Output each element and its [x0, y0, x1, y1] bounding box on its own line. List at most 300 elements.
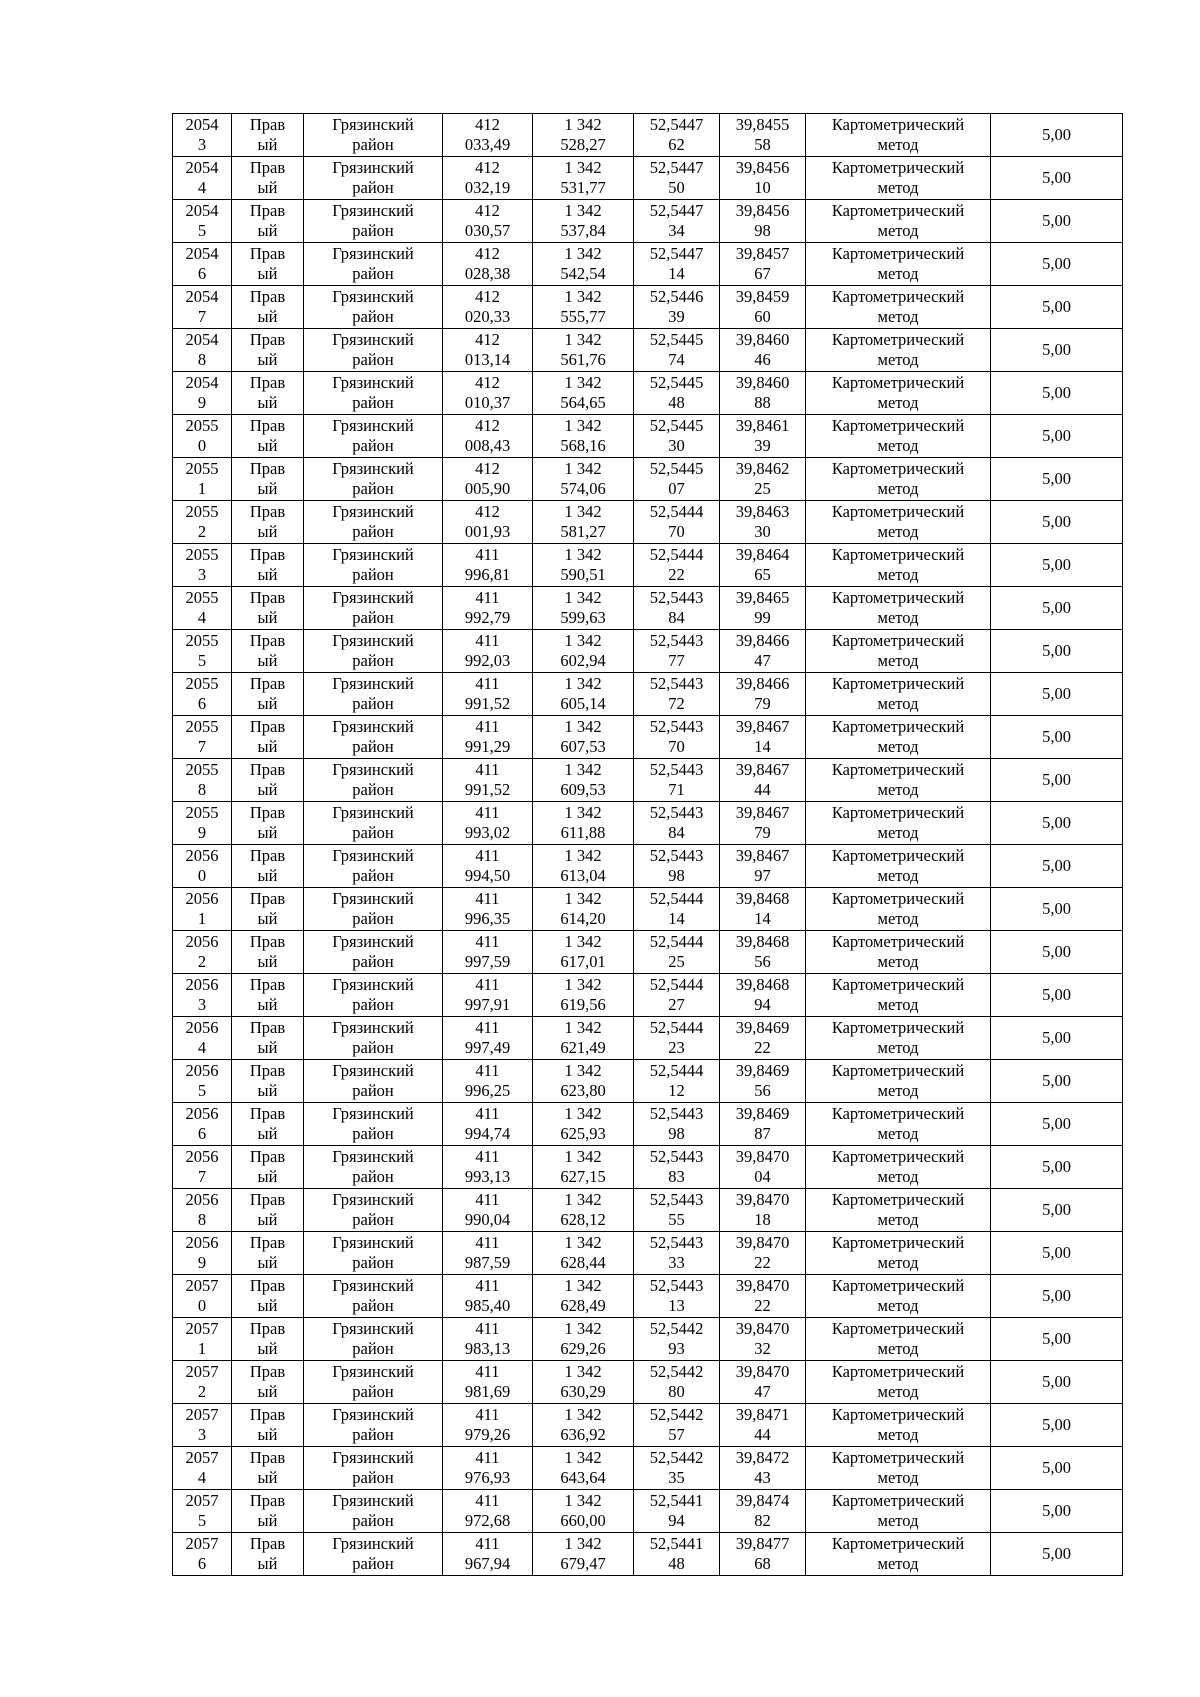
point-number-cell: [173, 931, 232, 974]
latitude-cell-line: 07: [668, 479, 685, 498]
district-cell-line: Грязинский: [332, 287, 414, 306]
table-row: [173, 716, 1123, 759]
longitude-cell: [720, 802, 806, 845]
bank-side-cell: [232, 716, 304, 759]
coord-y-cell-line: 1 342: [564, 1319, 602, 1338]
bank-side-cell-line: Прав: [249, 1319, 286, 1338]
bank-side-cell: [232, 1017, 304, 1060]
coord-y-cell: [533, 1361, 634, 1404]
latitude-cell: [634, 157, 720, 200]
bank-side-cell-line: Прав: [249, 889, 286, 908]
method-cell-line: Картометрический: [831, 1190, 965, 1209]
table-row: [173, 759, 1123, 802]
latitude-cell-line: 52,5442: [649, 1405, 704, 1424]
longitude-cell-line: 46: [754, 350, 771, 369]
bank-side-cell-line: ый: [257, 909, 278, 928]
coord-y-cell-line: 1 342: [564, 1061, 602, 1080]
coord-y-cell-line: 1 342: [564, 201, 602, 220]
coord-x-cell-line: 411: [475, 1534, 500, 1553]
coord-x-cell-line: 412: [475, 502, 500, 521]
longitude-cell-line: 39,8463: [735, 502, 790, 521]
longitude-cell-line: 22: [754, 1253, 771, 1272]
coord-y-cell: [533, 286, 634, 329]
point-number-cell-line: 6: [197, 694, 207, 713]
method-cell: [806, 1189, 991, 1232]
point-number-cell-line: 6: [197, 1124, 207, 1143]
point-number-cell-line: 3: [197, 135, 207, 154]
point-number-cell-line: 2054: [185, 330, 219, 349]
coord-x-cell-line: 020,33: [464, 307, 511, 326]
coord-x-cell-line: 010,37: [464, 393, 511, 412]
accuracy-cell: 5,00: [991, 1232, 1123, 1275]
longitude-cell-line: 39,8477: [735, 1534, 790, 1553]
district-cell-line: Грязинский: [332, 932, 414, 951]
coord-y-cell-line: 628,49: [560, 1296, 606, 1315]
method-cell: [806, 1017, 991, 1060]
latitude-cell-line: 52,5443: [649, 717, 704, 736]
district-cell-line: район: [352, 823, 394, 842]
coord-x-cell: [443, 1189, 533, 1232]
bank-side-cell: [232, 1146, 304, 1189]
accuracy-cell: 5,00: [991, 716, 1123, 759]
bank-side-cell-line: ый: [257, 522, 278, 541]
method-cell-line: Картометрический: [831, 330, 965, 349]
point-number-cell: [173, 802, 232, 845]
table-row: [173, 114, 1123, 157]
latitude-cell-line: 52,5443: [649, 1190, 704, 1209]
bank-side-cell-line: Прав: [249, 1362, 286, 1381]
latitude-cell: [634, 1275, 720, 1318]
method-cell: [806, 1060, 991, 1103]
coord-y-cell: [533, 673, 634, 716]
district-cell-line: Грязинский: [332, 459, 414, 478]
coord-x-cell-line: 412: [475, 330, 500, 349]
coord-y-cell-line: 1 342: [564, 287, 602, 306]
method-cell-line: метод: [877, 737, 919, 756]
latitude-cell: [634, 587, 720, 630]
coord-y-cell-line: 590,51: [560, 565, 606, 584]
coord-y-cell-line: 1 342: [564, 1534, 602, 1553]
latitude-cell: [634, 931, 720, 974]
longitude-cell-line: 56: [754, 1081, 771, 1100]
bank-side-cell: [232, 458, 304, 501]
point-number-cell: [173, 673, 232, 716]
bank-side-cell: [232, 372, 304, 415]
point-number-cell: [173, 1146, 232, 1189]
district-cell-line: район: [352, 1425, 394, 1444]
bank-side-cell: [232, 587, 304, 630]
latitude-cell-line: 52,5447: [649, 115, 704, 134]
longitude-cell-line: 39,8468: [735, 932, 790, 951]
table-row: [173, 372, 1123, 415]
method-cell: [806, 974, 991, 1017]
district-cell-line: Грязинский: [332, 1061, 414, 1080]
latitude-cell-line: 55: [668, 1210, 685, 1229]
point-number-cell-line: 1: [197, 909, 207, 928]
method-cell-line: метод: [877, 866, 919, 885]
accuracy-cell: 5,00: [991, 544, 1123, 587]
point-number-cell: [173, 1232, 232, 1275]
method-cell-line: Картометрический: [831, 373, 965, 392]
bank-side-cell-line: Прав: [249, 373, 286, 392]
point-number-cell: [173, 888, 232, 931]
method-cell: [806, 1318, 991, 1361]
coord-x-cell-line: 411: [475, 932, 500, 951]
coord-x-cell: [443, 974, 533, 1017]
bank-side-cell: [232, 673, 304, 716]
coord-x-cell-line: 411: [475, 1018, 500, 1037]
longitude-cell-line: 44: [754, 1425, 771, 1444]
accuracy-cell: 5,00: [991, 1447, 1123, 1490]
coord-x-cell-line: 411: [475, 1190, 500, 1209]
bank-side-cell-line: Прав: [249, 1491, 286, 1510]
accuracy-cell: 5,00: [991, 1490, 1123, 1533]
latitude-cell-line: 25: [668, 952, 685, 971]
coord-x-cell-line: 992,03: [464, 651, 511, 670]
district-cell-line: Грязинский: [332, 1362, 414, 1381]
coord-y-cell-line: 629,26: [560, 1339, 606, 1358]
coord-x-cell-line: 411: [475, 1233, 500, 1252]
point-number-cell: [173, 157, 232, 200]
coord-x-cell-line: 994,50: [464, 866, 511, 885]
coord-y-cell-line: 531,77: [560, 178, 606, 197]
district-cell-line: район: [352, 1382, 394, 1401]
coord-y-cell: [533, 845, 634, 888]
point-number-cell-line: 8: [197, 1210, 207, 1229]
coord-y-cell-line: 564,65: [560, 393, 606, 412]
coord-x-cell-line: 411: [475, 1491, 500, 1510]
point-number-cell: [173, 759, 232, 802]
method-cell-line: Картометрический: [831, 1147, 965, 1166]
coord-x-cell-line: 412: [475, 459, 500, 478]
coord-y-cell: [533, 243, 634, 286]
district-cell: [304, 1103, 443, 1146]
coord-x-cell-line: 411: [475, 1405, 500, 1424]
coord-x-cell: [443, 759, 533, 802]
coord-y-cell-line: 609,53: [560, 780, 606, 799]
district-cell: [304, 1447, 443, 1490]
latitude-cell: [634, 1361, 720, 1404]
district-cell-line: Грязинский: [332, 1534, 414, 1553]
longitude-cell-line: 39,8459: [735, 287, 790, 306]
point-number-cell: [173, 415, 232, 458]
table-row: [173, 587, 1123, 630]
latitude-cell: [634, 286, 720, 329]
district-cell-line: Грязинский: [332, 803, 414, 822]
point-number-cell-line: 2055: [185, 717, 219, 736]
table-row: [173, 458, 1123, 501]
latitude-cell-line: 74: [668, 350, 685, 369]
latitude-cell: [634, 1017, 720, 1060]
bank-side-cell-line: ый: [257, 565, 278, 584]
point-number-cell: [173, 200, 232, 243]
latitude-cell-line: 52,5444: [649, 889, 704, 908]
coord-y-cell-line: 611,88: [560, 823, 606, 842]
district-cell-line: район: [352, 522, 394, 541]
latitude-cell: [634, 1146, 720, 1189]
bank-side-cell-line: Прав: [249, 244, 286, 263]
district-cell-line: Грязинский: [332, 1018, 414, 1037]
longitude-cell: [720, 630, 806, 673]
longitude-cell-line: 39,8468: [735, 889, 790, 908]
point-number-cell-line: 2057: [185, 1405, 219, 1424]
district-cell: [304, 200, 443, 243]
coord-x-cell: [443, 329, 533, 372]
bank-side-cell-line: Прав: [249, 760, 286, 779]
latitude-cell-line: 39: [668, 307, 685, 326]
bank-side-cell: [232, 329, 304, 372]
district-cell-line: район: [352, 1038, 394, 1057]
district-cell: [304, 501, 443, 544]
latitude-cell: [634, 372, 720, 415]
coord-x-cell-line: 967,94: [464, 1554, 511, 1573]
longitude-cell-line: 39,8470: [735, 1190, 790, 1209]
coord-x-cell-line: 032,19: [464, 178, 511, 197]
district-cell-line: район: [352, 651, 394, 670]
longitude-cell-line: 60: [754, 307, 771, 326]
longitude-cell-line: 39,8456: [735, 158, 790, 177]
point-number-cell-line: 3: [197, 1425, 207, 1444]
coord-y-cell-line: 1 342: [564, 975, 602, 994]
longitude-cell: [720, 1404, 806, 1447]
point-number-cell: [173, 1275, 232, 1318]
coord-y-cell-line: 607,53: [560, 737, 606, 756]
district-cell-line: Грязинский: [332, 1448, 414, 1467]
district-cell-line: Грязинский: [332, 674, 414, 693]
longitude-cell: [720, 1361, 806, 1404]
accuracy-cell: 5,00: [991, 1533, 1123, 1576]
bank-side-cell-line: ый: [257, 135, 278, 154]
coord-x-cell-line: 996,81: [464, 565, 511, 584]
bank-side-cell: [232, 114, 304, 157]
bank-side-cell-line: Прав: [249, 588, 286, 607]
accuracy-cell: 5,00: [991, 286, 1123, 329]
table-row: [173, 1103, 1123, 1146]
bank-side-cell-line: ый: [257, 1296, 278, 1315]
point-number-cell-line: 1: [197, 479, 207, 498]
bank-side-cell-line: ый: [257, 608, 278, 627]
bank-side-cell-line: ый: [257, 221, 278, 240]
point-number-cell: [173, 1361, 232, 1404]
district-cell-line: Грязинский: [332, 588, 414, 607]
longitude-cell-line: 88: [754, 393, 771, 412]
point-number-cell-line: 5: [197, 1081, 207, 1100]
accuracy-cell: 5,00: [991, 458, 1123, 501]
coord-y-cell-line: 1 342: [564, 1233, 602, 1252]
coord-x-cell-line: 411: [475, 631, 500, 650]
point-number-cell: [173, 458, 232, 501]
point-number-cell: [173, 372, 232, 415]
method-cell-line: метод: [877, 608, 919, 627]
point-number-cell: [173, 544, 232, 587]
coord-x-cell: [443, 888, 533, 931]
coord-x-cell: [443, 845, 533, 888]
method-cell: [806, 329, 991, 372]
bank-side-cell-line: ый: [257, 350, 278, 369]
coord-y-cell: [533, 1103, 634, 1146]
coord-x-cell-line: 411: [475, 674, 500, 693]
method-cell-line: метод: [877, 1210, 919, 1229]
coord-x-cell: [443, 372, 533, 415]
longitude-cell-line: 65: [754, 565, 771, 584]
bank-side-cell: [232, 1447, 304, 1490]
method-cell: [806, 1404, 991, 1447]
point-number-cell-line: 7: [197, 1167, 207, 1186]
method-cell: [806, 587, 991, 630]
latitude-cell-line: 35: [668, 1468, 685, 1487]
table-row: [173, 1533, 1123, 1576]
coord-y-cell-line: 1 342: [564, 502, 602, 521]
accuracy-cell: 5,00: [991, 1103, 1123, 1146]
bank-side-cell-line: ый: [257, 737, 278, 756]
district-cell-line: район: [352, 264, 394, 283]
table-row: [173, 544, 1123, 587]
point-number-cell-line: 2054: [185, 115, 219, 134]
point-number-cell-line: 4: [197, 1468, 207, 1487]
coord-x-cell-line: 028,38: [464, 264, 511, 283]
point-number-cell: [173, 1060, 232, 1103]
longitude-cell-line: 18: [754, 1210, 771, 1229]
district-cell: [304, 1361, 443, 1404]
bank-side-cell: [232, 888, 304, 931]
latitude-cell-line: 52,5446: [649, 287, 704, 306]
accuracy-cell: 5,00: [991, 243, 1123, 286]
latitude-cell-line: 52,5443: [649, 674, 704, 693]
longitude-cell-line: 87: [754, 1124, 771, 1143]
table-row: [173, 1490, 1123, 1533]
latitude-cell-line: 52,5441: [649, 1534, 704, 1553]
coord-x-cell: [443, 415, 533, 458]
method-cell-line: метод: [877, 952, 919, 971]
latitude-cell-line: 52,5443: [649, 1104, 704, 1123]
table-row: [173, 1447, 1123, 1490]
table-row: [173, 673, 1123, 716]
district-cell-line: Грязинский: [332, 373, 414, 392]
longitude-cell: [720, 673, 806, 716]
district-cell-line: район: [352, 1339, 394, 1358]
district-cell-line: район: [352, 1210, 394, 1229]
coord-y-cell: [533, 587, 634, 630]
point-number-cell-line: 2057: [185, 1276, 219, 1295]
method-cell-line: Картометрический: [831, 158, 965, 177]
latitude-cell-line: 52,5443: [649, 803, 704, 822]
method-cell: [806, 802, 991, 845]
bank-side-cell-line: Прав: [249, 545, 286, 564]
district-cell-line: район: [352, 1468, 394, 1487]
latitude-cell-line: 93: [668, 1339, 685, 1358]
coord-x-cell-line: 412: [475, 373, 500, 392]
longitude-cell-line: 47: [754, 651, 771, 670]
point-number-cell-line: 5: [197, 221, 207, 240]
longitude-cell: [720, 286, 806, 329]
district-cell: [304, 888, 443, 931]
coord-y-cell: [533, 716, 634, 759]
latitude-cell-line: 52,5447: [649, 244, 704, 263]
point-number-cell: [173, 1533, 232, 1576]
district-cell-line: Грязинский: [332, 1491, 414, 1510]
bank-side-cell-line: ый: [257, 1253, 278, 1272]
coord-y-cell-line: 1 342: [564, 760, 602, 779]
point-number-cell-line: 8: [197, 780, 207, 799]
coord-y-cell-line: 1 342: [564, 115, 602, 134]
district-cell-line: район: [352, 393, 394, 412]
district-cell-line: Грязинский: [332, 201, 414, 220]
table-row: [173, 974, 1123, 1017]
bank-side-cell-line: Прав: [249, 502, 286, 521]
bank-side-cell: [232, 974, 304, 1017]
coord-x-cell-line: 412: [475, 416, 500, 435]
longitude-cell: [720, 1447, 806, 1490]
longitude-cell-line: 25: [754, 479, 771, 498]
method-cell: [806, 114, 991, 157]
coord-x-cell-line: 411: [475, 889, 500, 908]
point-number-cell-line: 4: [197, 178, 207, 197]
table-row: [173, 1232, 1123, 1275]
table-row: [173, 1318, 1123, 1361]
method-cell: [806, 458, 991, 501]
coord-y-cell: [533, 888, 634, 931]
latitude-cell-line: 52,5445: [649, 459, 704, 478]
point-number-cell-line: 2056: [185, 889, 219, 908]
district-cell: [304, 630, 443, 673]
longitude-cell-line: 39,8460: [735, 373, 790, 392]
coord-y-cell-line: 1 342: [564, 588, 602, 607]
method-cell-line: метод: [877, 178, 919, 197]
point-number-cell-line: 0: [197, 436, 207, 455]
bank-side-cell-line: ый: [257, 694, 278, 713]
point-number-cell-line: 2: [197, 1382, 207, 1401]
district-cell-line: Грязинский: [332, 846, 414, 865]
coord-x-cell-line: 996,35: [464, 909, 511, 928]
longitude-cell-line: 39,8455: [735, 115, 790, 134]
coord-y-cell-line: 627,15: [560, 1167, 606, 1186]
longitude-cell: [720, 1060, 806, 1103]
method-cell-line: метод: [877, 651, 919, 670]
point-number-cell-line: 9: [197, 393, 207, 412]
coord-y-cell-line: 528,27: [560, 135, 606, 154]
point-number-cell-line: 2055: [185, 545, 219, 564]
table-row: [173, 802, 1123, 845]
bank-side-cell-line: Прав: [249, 932, 286, 951]
bank-side-cell-line: Прав: [249, 975, 286, 994]
longitude-cell-line: 39,8460: [735, 330, 790, 349]
bank-side-cell-line: ый: [257, 1382, 278, 1401]
district-cell-line: район: [352, 436, 394, 455]
coord-x-cell: [443, 1146, 533, 1189]
latitude-cell: [634, 1189, 720, 1232]
longitude-cell-line: 39,8466: [735, 674, 790, 693]
coord-y-cell: [533, 759, 634, 802]
bank-side-cell: [232, 1189, 304, 1232]
point-number-cell-line: 6: [197, 1554, 207, 1573]
table-row: [173, 200, 1123, 243]
bank-side-cell-line: Прав: [249, 1061, 286, 1080]
point-number-cell-line: 4: [197, 608, 207, 627]
latitude-cell-line: 52,5445: [649, 416, 704, 435]
method-cell-line: Картометрический: [831, 1362, 965, 1381]
bank-side-cell-line: Прав: [249, 459, 286, 478]
coord-x-cell-line: 411: [475, 545, 500, 564]
latitude-cell-line: 48: [668, 1554, 685, 1573]
method-cell-line: метод: [877, 1081, 919, 1100]
longitude-cell: [720, 458, 806, 501]
latitude-cell: [634, 673, 720, 716]
coord-x-cell-line: 994,74: [464, 1124, 511, 1143]
table-row: [173, 157, 1123, 200]
longitude-cell-line: 47: [754, 1382, 771, 1401]
latitude-cell-line: 52,5442: [649, 1448, 704, 1467]
method-cell-line: метод: [877, 479, 919, 498]
